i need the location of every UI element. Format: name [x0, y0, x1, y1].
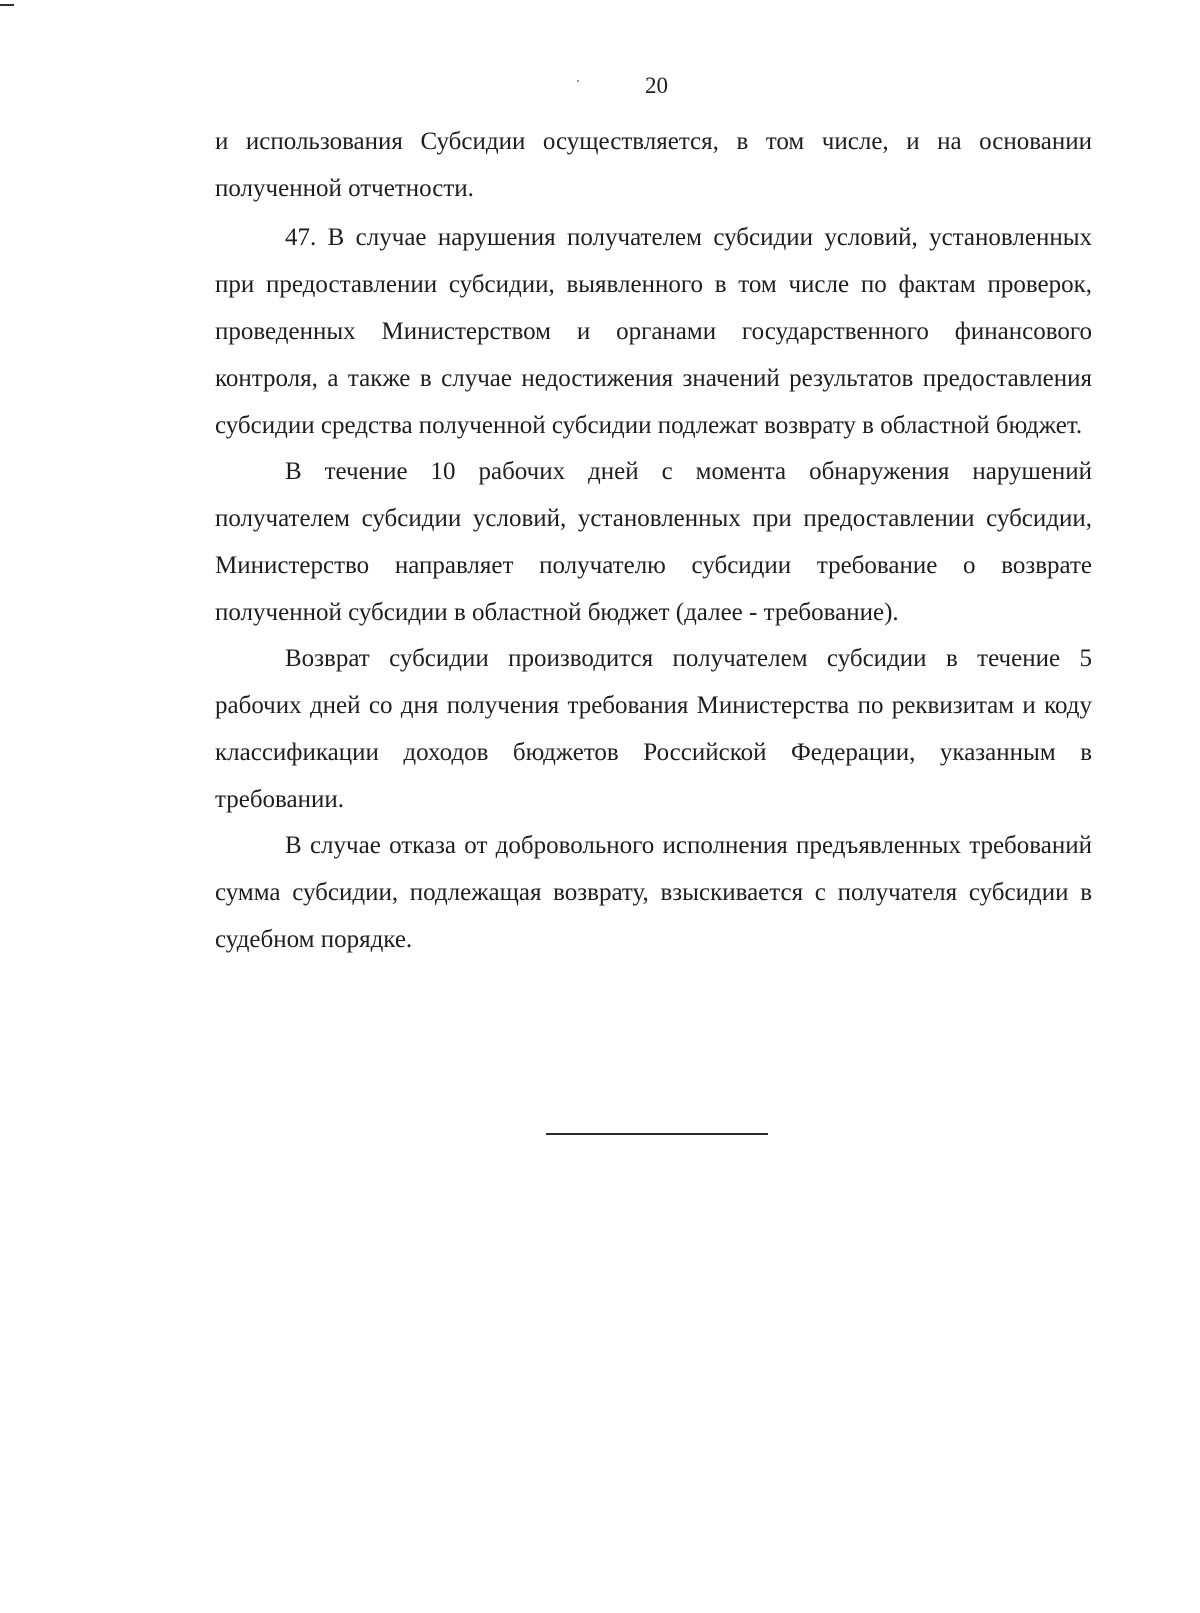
paragraph-notice-term: В течение 10 рабочих дней с момента обнаружения нарушений получателем субсидии условий, установленных при предоставлении субсидии, Министерство направляет получателю субсидии требование о возврате полученной субсидии в областной бюджет (далее - требование). [215, 458, 1092, 626]
body-text [215, 118, 1092, 963]
paragraph-refund-term: Возврат субсидии производится получателем субсидии в течение 5 рабочих дней со дня получения требования Министерства по реквизитам и коду классификации доходов бюджетов Российской Федерации, указанным в требовании. [215, 645, 1092, 813]
end-separator-line [546, 1133, 768, 1135]
paragraph-47: 47. В случае нарушения получателем субсидии условий, установленных при предоставлении субсидии, выявленного в том числе по фактам проверок, проведенных Министерством и органами государственного финансового контроля, а также в случае недостижения значений результатов предоставления субсидии средства полученной субсидии подлежат возврату в областной бюджет. [215, 224, 1092, 439]
page-number: 20 [645, 73, 668, 98]
scan-corner-mark [0, 4, 14, 6]
paragraph-continuation: и использования Субсидии осуществляется, в том числе, и на основании полученной отчетности. [215, 128, 1092, 202]
paragraph-court-recovery: В случае отказа от добровольного исполнения предъявленных требований сумма субсидии, подлежащая возврату, взыскивается с получателя субсидии в судебном порядке. [215, 832, 1092, 953]
